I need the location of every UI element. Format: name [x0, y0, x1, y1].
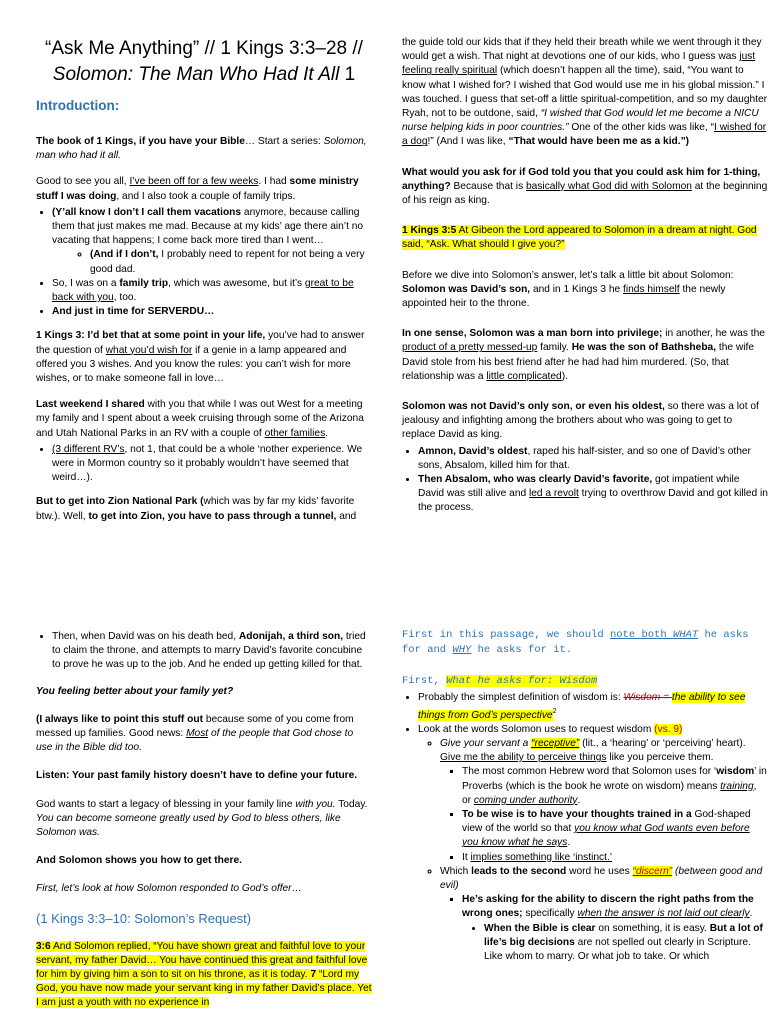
bullet-list-rvs	[36, 443, 372, 486]
list-item: ▪ He’s asking for the ability to discern the right paths from the wrong ones; specifically when the answer is not laid out clearly. • When the Bible is clear on something, it is easy. But a lot of life’s big decisions are not spelled out clearly in Scripture. Like whom to marry. Or what job to take. Or which	[462, 893, 768, 964]
list-item: ▪ To be wise is to have your thoughts trained in a God-shaped view of the world so that you know what God wants even before you know what he says.	[462, 808, 768, 851]
list-item: • Amnon, David’s oldest, raped his half-sister, and so one of David’s other sons, Absalom, killed him for that.	[418, 445, 768, 473]
footnote-marker: 1	[344, 64, 356, 85]
paragraph-good-to-see: Good to see you all, I’ve been off for a few weeks. I had some ministry stuff I was doing, and I also took a couple of family trips.	[36, 176, 359, 202]
list-item: • Then Absalom, who was clearly David’s favorite, got impatient while David was still alive and led a revolt trying to overthrow David and got killed in the process.	[418, 473, 768, 516]
paragraph-last-weekend: Last weekend I shared with you that while I was out West for a meeting my family and I spent about a week cruising through some of the Arizona and Utah National Parks in an RV with a couple of other families.	[36, 399, 364, 439]
list-item: • When the Bible is clear on something, it is easy. But a lot of life’s big decisions are not spelled out clearly in Scripture. Like whom to marry. Or what job to take. Or which	[484, 922, 768, 965]
bullet-list-adonijah	[36, 630, 372, 673]
paragraph-what-would-you-ask: What would you ask for if God told you that you could ask him for 1-thing, anything? Because that is basically what God did with Solomon at the beginning of his reign as king.	[402, 166, 768, 207]
document-page-4	[384, 512, 768, 1024]
list-item: ◦ Give your servant a “receptive” (lit., a ‘hearing’ or ‘perceiving’ heart). Give me the ability to perceive things like you perceive them. ▪ The most common Hebrew word that Solomon uses for ‘wisdom’ in Proverbs (which is the book he wrote on wisdom) means training, or coming under authority. ▪ To be wise is to have your thoughts trained in a God-shaped view of the world so that you know what God wants even before you know what he says. ▪ It implies something like ‘instinct.’	[440, 737, 768, 865]
title-line-1: “Ask Me Anything” // 1 Kings 3:3–28 //	[45, 38, 363, 59]
paragraph-always-point-out: (I always like to point this stuff out because some of you come from messed up families. Good news: Most of the people that God chose to use in the Bible did too.	[36, 713, 354, 754]
list-item: • And just in time for SERVERDU…	[52, 305, 372, 319]
paragraph-not-only-son: Solomon was not David’s only son, or even his oldest, so there was a lot of jealousy and infighting among the brothers about who was going to get to replace David as king.	[402, 401, 759, 441]
paragraph-genie: 1 Kings 3: I’d bet that at some point in your life, you’ve had to answer the question of what you’d wish for if a genie in a lamp appeared and offered you 3 wishes. And you know the rules: you can’t wish for more wishes, or to make someone fall in love…	[36, 330, 365, 385]
subheading-wisdom: First, What he asks for: Wisdom	[402, 675, 598, 687]
paragraph-feeling-better: You feeling better about your family yet?	[36, 685, 234, 697]
list-item: ◦ (And if I don’t, I probably need to repent for not being a very good dad.	[90, 248, 372, 276]
list-item: • So, I was on a family trip, which was awesome, but it’s great to be back with you, too.	[52, 277, 372, 305]
bullet-list-wisdom	[402, 691, 768, 964]
highlighted-scripture-1kings-3-5: 1 Kings 3:5 At Gibeon the Lord appeared to Solomon in a dream at night. God said, “Ask. What should I give you?”	[402, 225, 757, 251]
document-page-2	[384, 0, 768, 512]
list-item: • (Y’all know I don’t I call them vacations anymore, because calling them that just makes me mad. Because at my kids’ age there ain’t no vacating that happens; I come back more tired than I went… ◦ (And if I don’t, I probably need to repent for not being a very good dad.	[52, 206, 372, 277]
list-item: ▪ It implies something like ‘instinct.’	[462, 851, 768, 865]
bullet-list-sons	[402, 445, 768, 516]
paragraph-what-and-why: First in this passage, we should note both WHAT he asks for and WHY he asks for it.	[402, 629, 749, 656]
paragraph-book: The book of 1 Kings, if you have your Bible… Start a series: Solomon, man who had it all.	[36, 136, 367, 162]
introduction-heading: Introduction:	[36, 98, 120, 113]
list-item: ▪ The most common Hebrew word that Solomon uses for ‘wisdom’ in Proverbs (which is the book he wrote on wisdom) means training, or coming under authority.	[462, 765, 768, 808]
bullet-list-vacations	[36, 206, 372, 320]
paragraph-legacy: God wants to start a legacy of blessing in your family line with you. Today. You can become someone greatly used by God to bless others, like Solomon was.	[36, 798, 368, 839]
paragraph-one-sense: In one sense, Solomon was a man born into privilege; in another, he was the product of a pretty messed-up family. He was the son of Bathsheba, the wife David stole from his best friend after he had had him murdered. (So, that relationship was a little complicated).	[402, 328, 765, 382]
list-item: • Then, when David was on his death bed, Adonijah, a third son, tried to claim the throne, and attempts to marry David’s favorite concubine to prove he was up to the job. And he ended up getting killed for that.	[52, 630, 372, 673]
list-item: ◦ Which leads to the second word he uses “discern” (between good and evil) ▪ He’s asking for the ability to discern the right paths from the wrong ones; specifically when the answer is not laid out clearly. • When the Bible is clear on something, it is easy. But a lot of life’s big decisions are not spelled out clearly in Scripture. Like whom to marry. Or what job to take. Or which	[440, 865, 768, 964]
paragraph-first-look: First, let’s look at how Solomon responded to God’s offer…	[36, 883, 302, 895]
paragraph-guide: the guide told our kids that if they held their breath while we went through it they would get a wish. That night at devotions one of our kids, who I guess was just feeling really spiritual (which doesn’t happen all the time), said, “You want to know what I wished for? I wished that God would use me in his global mission.” I was touched. I guess that set-off a little spiritual-competition, and so my daughter Ryah, not to be outdone, said, “I wished that God would let me become a NICU nurse helping kids in poor countries.” One of the other kids was like, “I wished for a dog!” (And I was like, “That would have been me as a kid.”)	[402, 37, 768, 148]
list-item: • Look at the words Solomon uses to request wisdom (vs. 9) ◦ Give your servant a “receptive” (lit., a ‘hearing’ or ‘perceiving’ heart). Give me the ability to perceive things like you perceive them. ▪ The most common Hebrew word that Solomon uses for ‘wisdom’ in Proverbs (which is the book he wrote on wisdom) means training, or coming under authority. ▪ To be wise is to have your thoughts trained in a God-shaped view of the world so that you know what God wants even before you know what he says. ▪ It implies something like ‘instinct.’ ◦ Which leads to the second word he uses “discern” (between good and evil) ▪ He’s asking for the ability to discern the right paths from the wrong ones; specifically when the answer is not laid out clearly. • When the Bible is clear on something, it is easy. But a lot of life’s big decisions are not spelled out clearly in Scripture. Like whom to marry. Or what job to take. Or which	[418, 723, 768, 964]
document-page-3	[0, 512, 384, 1024]
section-heading-solomons-request: (1 Kings 3:3–10: Solomon’s Request)	[36, 910, 252, 926]
paragraph-zion: But to get into Zion National Park (which was by far my kids’ favorite btw.). Well, to get into Zion, you have to pass through a tunnel, and	[36, 496, 357, 522]
list-item: • (3 different RV’s, not 1, that could be a whole ‘nother experience. We were in Mormon country so it probably wouldn’t have seemed that weird…).	[52, 443, 372, 486]
paragraph-before-we-dive: Before we dive into Solomon’s answer, let’s talk a little bit about Solomon: Solomon was David’s son, and in 1 Kings 3 he finds himself the newly appointed heir to the throne.	[402, 269, 734, 310]
document-page-1	[0, 0, 384, 522]
paragraph-listen: Listen: Your past family history doesn’t have to define your future.	[36, 770, 358, 782]
highlighted-scripture-3-6: 3:6 And Solomon replied, “You have shown great and faithful love to your servant, my father David… You have continued this great and faithful love for him by giving him a son to sit on his throne, as it is today. 7 “Lord my God, you have now made your servant king in my father David’s place. Yet I am just a youth with no experience in	[36, 940, 372, 1009]
sermon-title	[36, 36, 372, 88]
list-item: • Probably the simplest definition of wisdom is: Wisdom = the ability to see things from God’s perspective$^2$	[418, 691, 768, 723]
paragraph-solomon-shows: And Solomon shows you how to get there.	[36, 855, 243, 867]
title-line-2: Solomon: The Man Who Had It All	[52, 64, 340, 85]
